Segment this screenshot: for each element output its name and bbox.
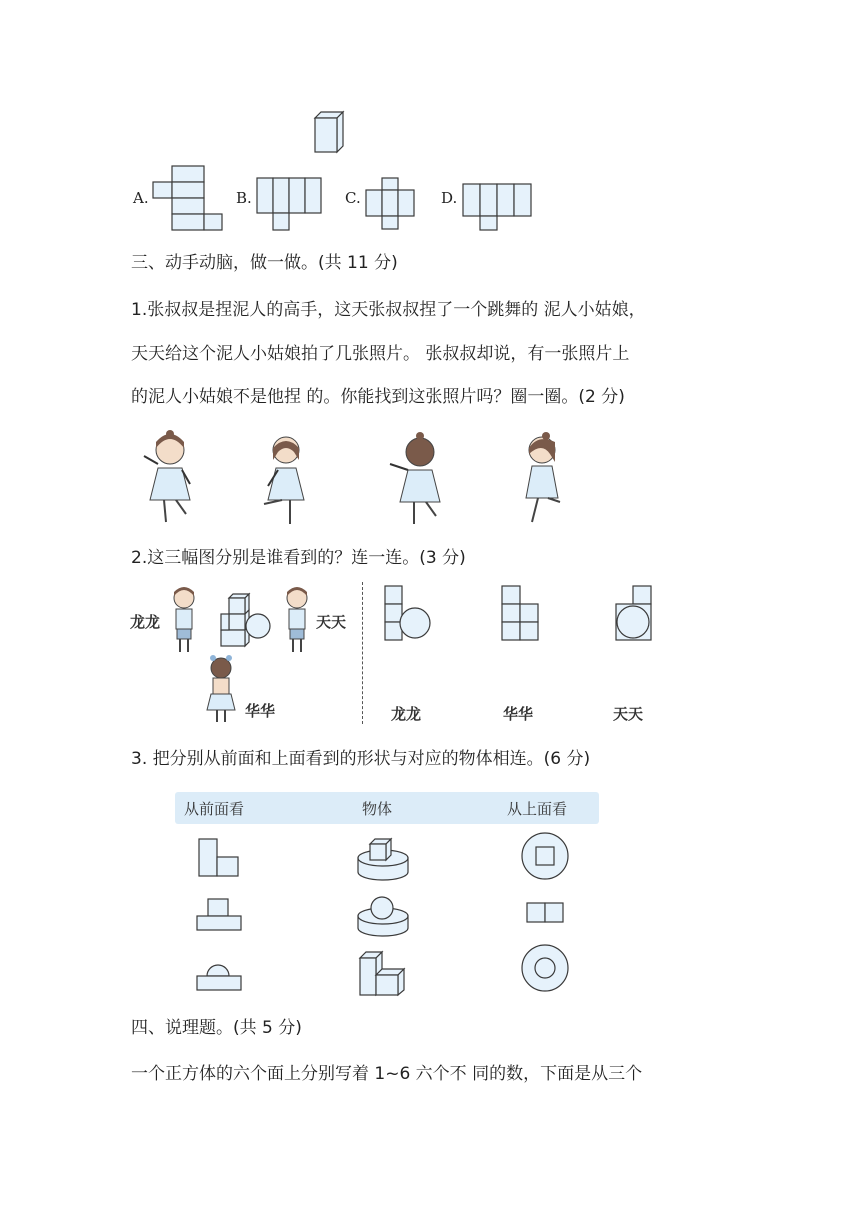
girl-photo-2[interactable] [258, 430, 314, 526]
girl-huahua [205, 654, 237, 724]
name-huahua: 华华 [245, 702, 276, 720]
section4-title: 四、说理题。(共 5 分) [131, 1018, 302, 1038]
front-view-3[interactable] [196, 956, 242, 992]
view-2[interactable] [501, 585, 541, 641]
name-tiantian: 天天 [316, 613, 347, 631]
front-view-2[interactable] [196, 898, 242, 932]
name-longlong: 龙龙 [130, 613, 161, 631]
option-b-label: B. [236, 189, 252, 207]
section4-line1: 一个正方体的六个面上分别写着 1~6 六个不 同的数，下面是从三个 [131, 1064, 643, 1084]
option-b-net [256, 177, 322, 231]
section3-title: 三、动手动脑，做一做。(共 11 分) [131, 253, 398, 273]
q2-text: 2.这三幅图分别是谁看到的？连一连。(3 分) [131, 548, 466, 568]
cuboid-figure [312, 110, 346, 154]
object-block-stack[interactable] [358, 950, 406, 996]
option-c-label: C. [345, 189, 361, 207]
option-c-net [365, 177, 415, 231]
view-label-3: 天天 [613, 705, 644, 723]
object-cube-on-cylinder[interactable] [357, 836, 409, 882]
option-a-net [152, 165, 224, 231]
q3-text: 3. 把分别从前面和上面看到的形状与对应的物体相连。(6 分) [131, 749, 591, 769]
girl-photo-1[interactable] [140, 428, 202, 526]
front-view-1[interactable] [198, 838, 240, 878]
girl-photo-3[interactable] [388, 430, 452, 526]
girl-photo-4[interactable] [516, 428, 566, 526]
cube-stack-with-ball [220, 592, 272, 650]
header-object: 物体 [362, 800, 393, 818]
top-view-3[interactable] [521, 944, 571, 994]
boy-tiantian [283, 586, 311, 654]
top-view-1[interactable] [521, 832, 571, 882]
q1-line2: 天天给这个泥人小姑娘拍了几张照片。 张叔叔却说，有一张照片上 [131, 344, 630, 364]
q1-line1: 1.张叔叔是捏泥人的高手，这天张叔叔捏了一个跳舞的 泥人小姑娘， [131, 300, 646, 320]
view-label-1: 龙龙 [391, 705, 422, 723]
top-view-2[interactable] [526, 902, 566, 924]
divider-dashed [362, 582, 363, 724]
option-d-label: D. [441, 189, 458, 207]
header-front-view: 从前面看 [184, 800, 245, 818]
view-3[interactable] [615, 585, 655, 641]
q1-line3: 的泥人小姑娘不是他捏 的。你能找到这张照片吗？圈一圈。(2 分) [131, 387, 625, 407]
view-label-2: 华华 [503, 705, 534, 723]
header-top-view: 从上面看 [507, 800, 568, 818]
option-a-label: A. [133, 189, 149, 207]
boy-longlong [170, 586, 198, 654]
object-ball-on-cylinder[interactable] [357, 894, 409, 938]
view-1[interactable] [384, 585, 434, 641]
option-d-net [462, 183, 534, 231]
